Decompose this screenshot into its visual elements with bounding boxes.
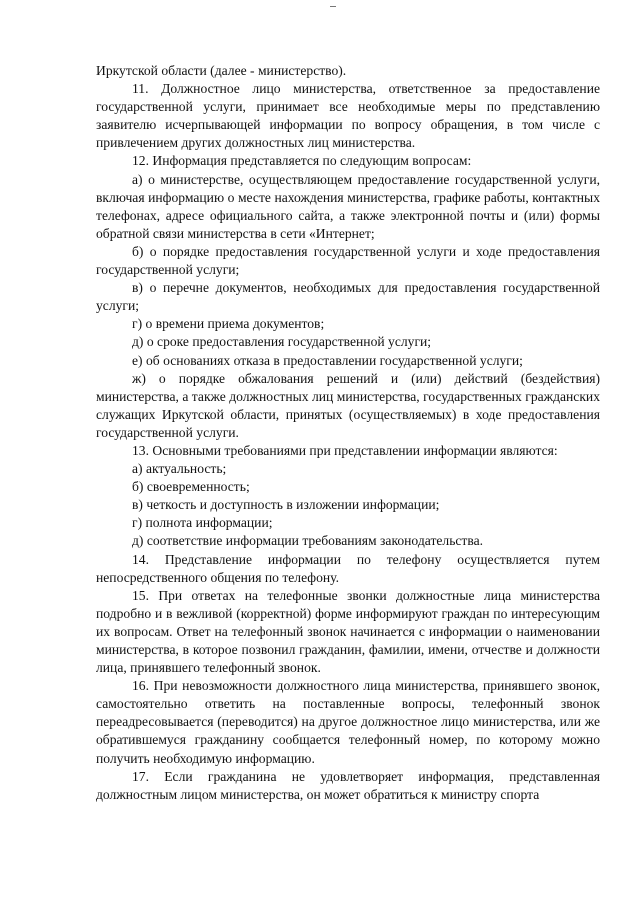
paragraph-14: 14. Представление информации по телефону осуществляется путем непосредственного общения по телефону. bbox=[96, 551, 600, 585]
paragraph-17: 17. Если гражданина не удовлетворяет информация, представленная должностным лицом министерства, он может обратиться к министру спорта bbox=[96, 768, 600, 802]
list-item-13g: г) полнота информации; bbox=[132, 515, 273, 531]
list-item-12b: б) о порядке предоставления государственной услуги и ходе предоставления государственной услуги; bbox=[96, 243, 600, 278]
paragraph-16: 16. При невозможности должностного лица министерства, принявшего звонок, самостоятельно ответить на поставленные вопросы, телефонный звонок переадресовывается (переводится) на другое должностное лицо министерства, или же обратившемуся гражданину сообщается телефонный номер, по которому можно получить необходимую информацию. bbox=[96, 678, 600, 766]
paragraph-11: 11. Должностное лицо министерства, ответственное за предоставление государственной услуги, принимает все необходимые меры по представлению заявителю исчерпывающей информации по вопросу обращения, в том числе с привлечением других должностных лиц министерства. bbox=[96, 81, 600, 151]
paragraph-15: 15. При ответах на телефонные звонки должностные лица министерства подробно и в вежливой (корректной) форме информируют граждан по интересующим их вопросам. Ответ на телефонный звонок начинается с информации о наименовании министерства, в которое позвонил гражданин, фамилии, имени, отчестве и должности лица, принявшего телефонный звонок. bbox=[96, 587, 600, 676]
list-item-12e: е) об основаниях отказа в предоставлении государственной услуги; bbox=[132, 352, 523, 368]
list-item-12a: а) о министерстве, осуществляющем предоставление государственной услуги, включая информацию о месте нахождения министерства, графике работы, контактных телефонах, адресе официального сайта, а также электронной почты и (или) формы обратной связи министерства в сети «Интернет; bbox=[96, 171, 600, 241]
list-item-13d: д) соответствие информации требованиям законодательства. bbox=[132, 533, 484, 549]
list-item-12v: в) о перечне документов, необходимых для предоставления государственной услуги; bbox=[96, 280, 600, 314]
paragraph-13: 13. Основными требованиями при представлении информации являются: bbox=[132, 442, 558, 458]
list-item-13b: б) своевременность; bbox=[132, 479, 250, 495]
document-page bbox=[96, 62, 600, 804]
list-item-12d: д) о сроке предоставления государственной услуги; bbox=[132, 334, 432, 350]
list-item-12zh: ж) о порядке обжалования решений и (или) действий (бездействия) министерства, а также должностных лиц министерства, государственных гражданских служащих Иркутской области, принятых (осуществляемых) в ходе предоставления государственной услуги. bbox=[96, 370, 600, 440]
list-item-12g: г) о времени приема документов; bbox=[132, 316, 325, 332]
paragraph-continuation: Иркутской области (далее - министерство). bbox=[96, 63, 347, 78]
paragraph-12: 12. Информация представляется по следующим вопросам: bbox=[132, 153, 472, 169]
list-item-13a: а) актуальность; bbox=[132, 461, 227, 477]
scan-mark bbox=[330, 6, 336, 7]
list-item-13v: в) четкость и доступность в изложении информации; bbox=[132, 497, 440, 513]
